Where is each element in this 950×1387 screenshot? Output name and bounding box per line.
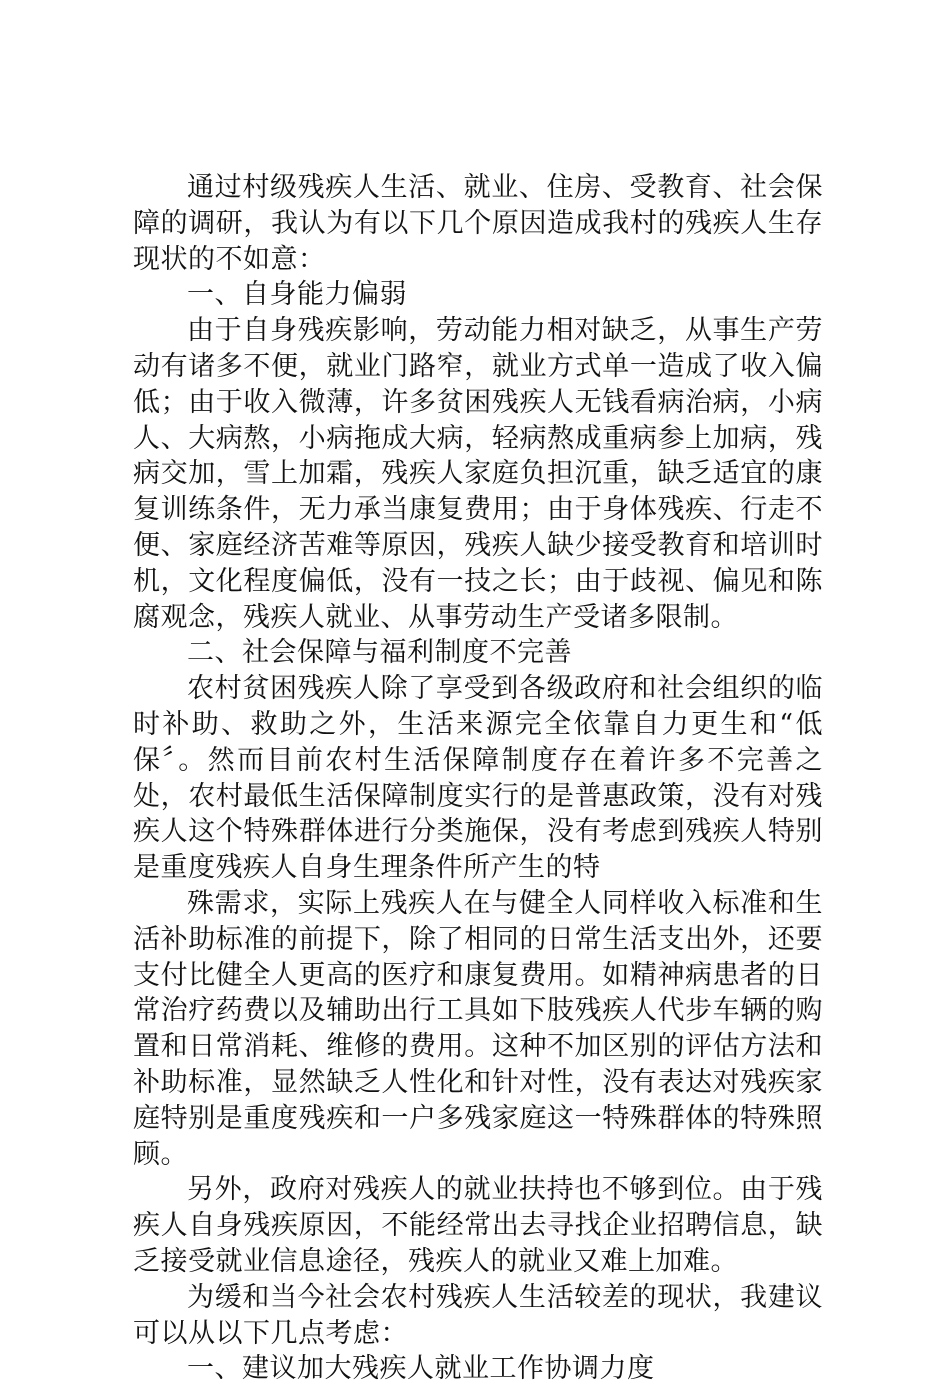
heading-suggestion-one: 一、建议加大残疾人就业工作协调力度 [187,1353,655,1385]
heading-social-security: 二、社会保障与福利制度不完善 [187,637,572,669]
paragraph-intro: 通过村级残疾人生活、就业、住房、受教育、社会保障的调研，我认为有以下几个原因造成我村的残疾人生存现状的不如意： [133,172,823,275]
paragraph-social-security: 农村贫困残疾人除了享受到各级政府和社会组织的临时补助、救助之外，生活来源完全依靠自力更生和“低保〞。然而目前农村生活保障制度存在着许多不完善之处，农村最低生活保障制度实行的是普惠政策，没有对残疾人这个特殊群体进行分类施保，没有考虑到残疾人特别是重度残疾人自身生理条件所产生的特 [133,673,823,884]
paragraph-employment-support: 另外，政府对残疾人的就业扶持也不够到位。由于残疾人自身残疾原因，不能经常出去寻找企业招聘信息，缺乏接受就业信息途径，残疾人的就业又难上加难。 [133,1174,823,1277]
paragraph-suggestions-intro: 为缓和当今社会农村残疾人生活较差的现状，我建议可以从以下几点考虑： [133,1281,823,1349]
paragraph-special-needs: 殊需求，实际上残疾人在与健全人同样收入标准和生活补助标准的前提下，除了相同的日常生活支出外，还要支付比健全人更高的医疗和康复费用。如精神病患者的日常治疗药费以及辅助出行工具如下肢残疾人代步车辆的购置和日常消耗、维修的费用。这种不加区别的评估方法和补助标准，显然缺乏人性化和针对性，没有表达对残疾家庭特别是重度残疾和一户多残家庭这一特殊群体的特殊照顾。 [133,887,823,1170]
heading-self-ability: 一、自身能力偏弱 [187,279,407,311]
paragraph-self-ability: 由于自身残疾影响，劳动能力相对缺乏，从事生产劳动有诸多不便，就业门路窄，就业方式单一造成了收入偏低；由于收入微薄，许多贫困残疾人无钱看病治病，小病人、大病熬，小病拖成大病，轻病熬成重病参上加病，残病交加，雪上加霜，残疾人家庭负担沉重，缺乏适宜的康复训练条件，无力承当康复费用；由于身体残疾、行走不便、家庭经济苦难等原因，残疾人缺少接受教育和培训时机，文化程度偏低，没有一技之长；由于歧视、偏见和陈腐观念，残疾人就业、从事劳动生产受诸多限制。 [133,315,823,633]
document-body [133,170,823,1387]
